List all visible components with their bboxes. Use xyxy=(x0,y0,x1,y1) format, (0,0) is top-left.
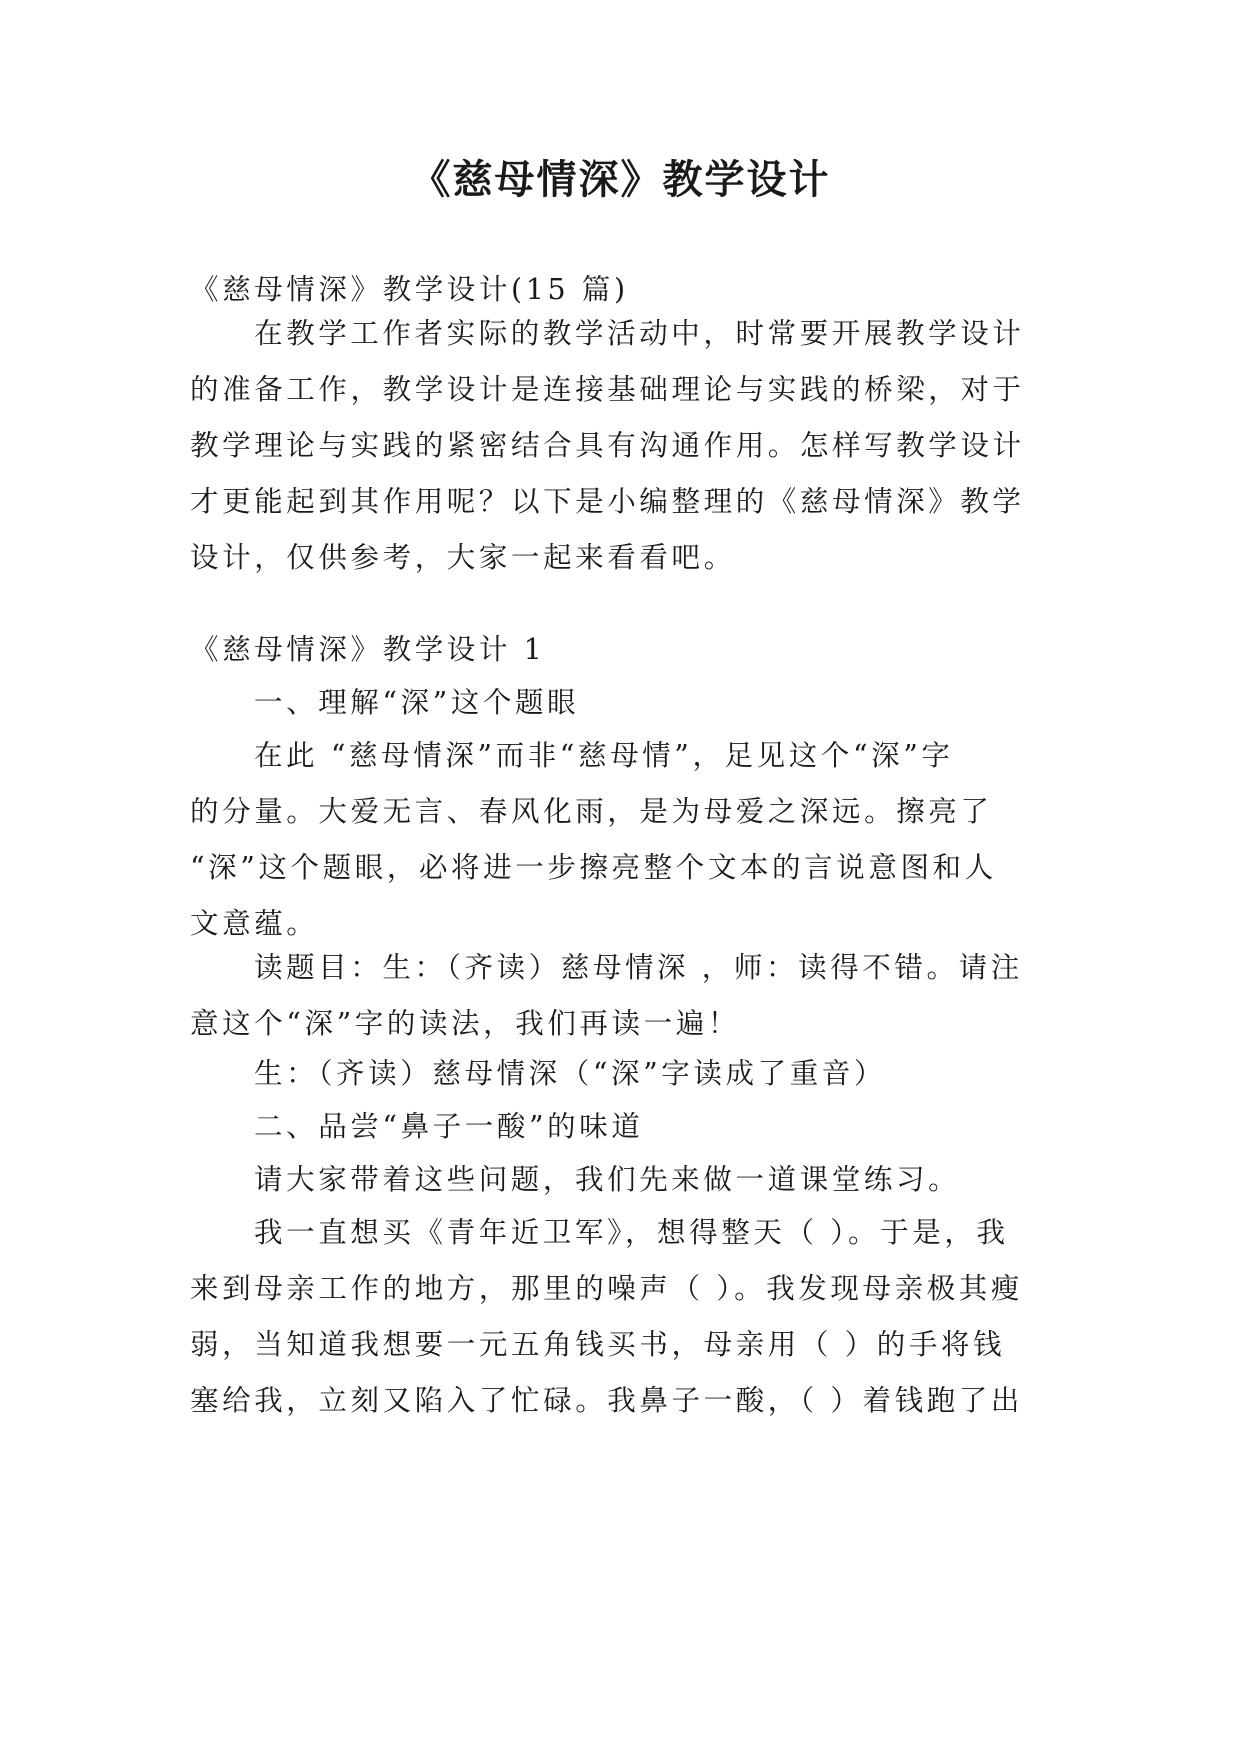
intro-line: 设计，仅供参考，大家一起来看看吧。 xyxy=(190,541,736,574)
part1-heading: 一、理解“深”这个题眼 xyxy=(254,686,580,719)
student-reading: 生：（齐读）慈母情深（“深”字读成了重音） xyxy=(254,1057,886,1090)
section-heading: 《慈母情深》教学设计 1 xyxy=(190,633,546,666)
exercise-line: 来到母亲工作的地方，那里的噪声（ ）。我发现母亲极其瘦 xyxy=(190,1272,1024,1305)
exercise-line: 我一直想买《青年近卫军》，想得整天（ ）。于是，我 xyxy=(254,1216,1009,1249)
intro-paragraph xyxy=(190,306,1056,586)
intro-line: 才更能起到其作用呢？以下是小编整理的《慈母情深》教学 xyxy=(190,485,1025,518)
part2-heading: 二、品尝“鼻子一酸”的味道 xyxy=(254,1110,644,1143)
reading-line: 意这个“深”字的读法，我们再读一遍！ xyxy=(190,1007,740,1040)
intro-line: 的准备工作，教学设计是连接基础理论与实践的桥梁，对于 xyxy=(190,373,1025,406)
document-subtitle: 《慈母情深》教学设计(15 篇) xyxy=(190,273,629,306)
exercise-line: 弱，当知道我想要一元五角钱买书，母亲用（ ）的手将钱 xyxy=(190,1328,1006,1361)
reading-paragraph xyxy=(190,940,1056,1052)
part1-line: 在此 “慈母情深”而非“慈母情”，足见这个“深”字 xyxy=(254,739,954,772)
reading-line: 读题目：生：（齐读）慈母情深 ，师：读得不错。请注 xyxy=(254,951,1023,984)
intro-line: 在教学工作者实际的教学活动中，时常要开展教学设计 xyxy=(254,317,1025,350)
exercise-intro: 请大家带着这些问题，我们先来做一道课堂练习。 xyxy=(254,1163,961,1196)
document-title: 《慈母情深》教学设计 xyxy=(410,156,831,203)
exercise-line: 塞给我，立刻又陷入了忙碌。我鼻子一酸，（ ）着钱跑了出 xyxy=(190,1384,1024,1417)
part1-line: 文意蕴。 xyxy=(190,907,319,940)
part1-line: “深”这个题眼，必将进一步擦亮整个文本的言说意图和人 xyxy=(190,851,997,884)
exercise-paragraph xyxy=(190,1205,1056,1429)
part1-line: 的分量。大爱无言、春风化雨，是为母爱之深远。擦亮了 xyxy=(190,795,993,828)
intro-line: 教学理论与实践的紧密结合具有沟通作用。怎样写教学设计 xyxy=(190,429,1025,462)
part1-paragraph xyxy=(190,728,1056,952)
